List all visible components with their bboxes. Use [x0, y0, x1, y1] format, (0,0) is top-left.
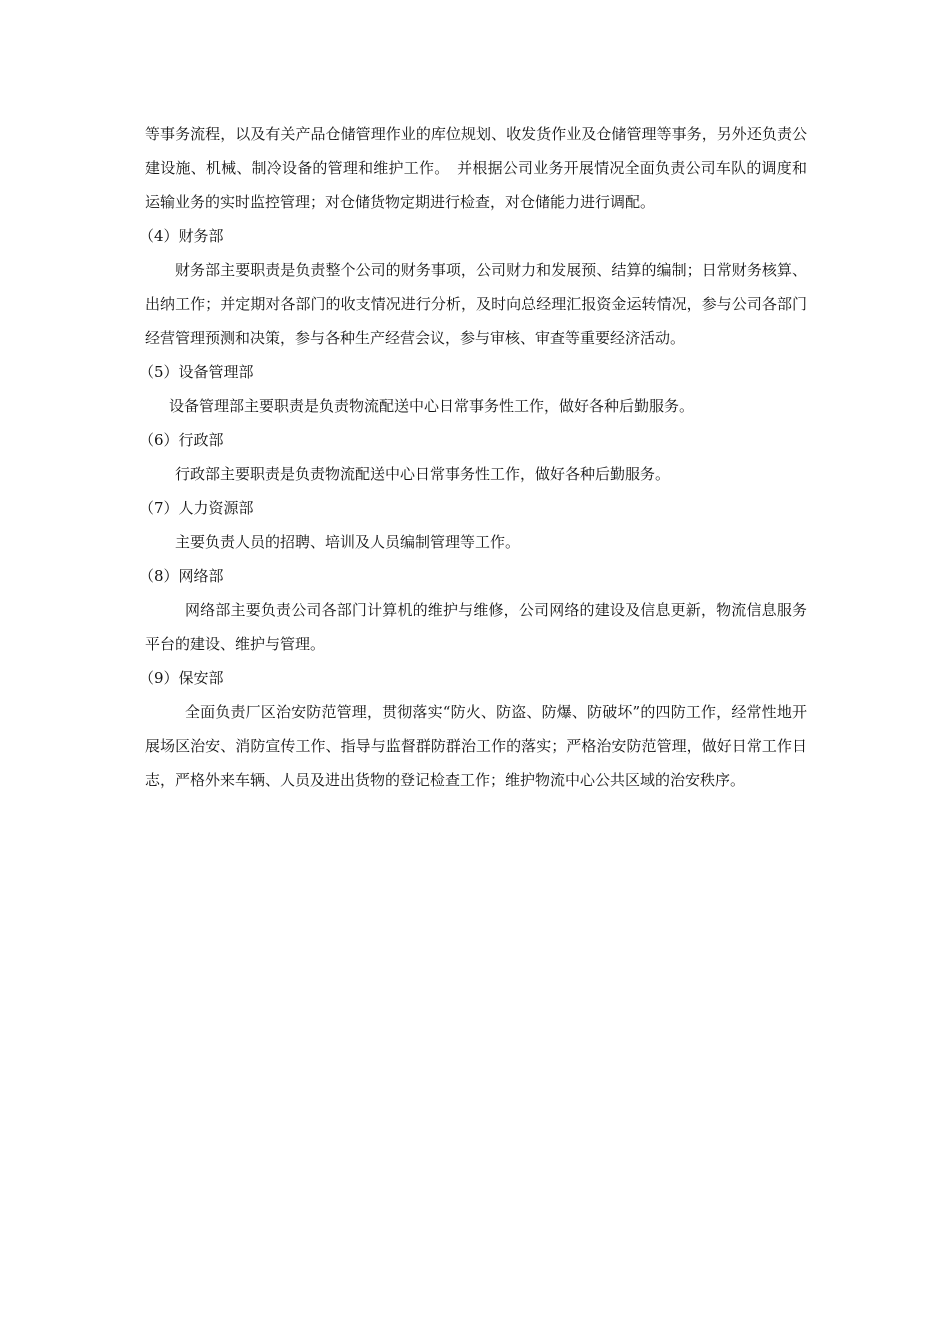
section-heading-admin: （6）行政部 [139, 431, 224, 449]
section-heading-security: （9）保安部 [139, 669, 224, 687]
section-heading-finance: （4）财务部 [139, 227, 224, 245]
section-body-security: 全面负责厂区治安防范管理，贯彻落实“防火、防盗、防爆、防破坏”的四防工作，经常性地开展场区治安、消防宣传工作、指导与监督群防群治工作的落实；严格治安防范管理，做好日常工作日志，严格外来车辆、人员及进出货物的登记检查工作；维护物流中心公共区域的治安秩序。 [145, 703, 807, 789]
section-heading-network: （8）网络部 [139, 567, 224, 585]
section-body-hr: 主要负责人员的招聘、培训及人员编制管理等工作。 [175, 533, 521, 551]
section-body-finance: 财务部主要职责是负责整个公司的财务事项，公司财力和发展预、结算的编制；日常财务核算、出纳工作；并定期对各部门的收支情况进行分析，及时向总经理汇报资金运转情况，参与公司各部门经营管理预测和决策，参与各种生产经营会议，参与审核、审查等重要经济活动。 [145, 261, 807, 347]
section-heading-equipment: （5）设备管理部 [139, 363, 254, 381]
section-body-admin: 行政部主要职责是负责物流配送中心日常事务性工作，做好各种后勤服务。 [175, 465, 671, 483]
document-body [139, 117, 807, 797]
section-heading-hr: （7）人力资源部 [139, 499, 254, 517]
intro-paragraph: 等事务流程，以及有关产品仓储管理作业的库位规划、收发货作业及仓储管理等事务，另外还负责公建设施、机械、制冷设备的管理和维护工作。 并根据公司业务开展情况全面负责公司车队的调度和运输业务的实时监控管理；对仓储货物定期进行检查，对仓储能力进行调配。 [145, 125, 807, 211]
section-body-equipment: 设备管理部主要职责是负责物流配送中心日常事务性工作，做好各种后勤服务。 [169, 397, 695, 415]
section-body-network: 网络部主要负责公司各部门计算机的维护与维修，公司网络的建设及信息更新，物流信息服务平台的建设、维护与管理。 [145, 601, 807, 653]
